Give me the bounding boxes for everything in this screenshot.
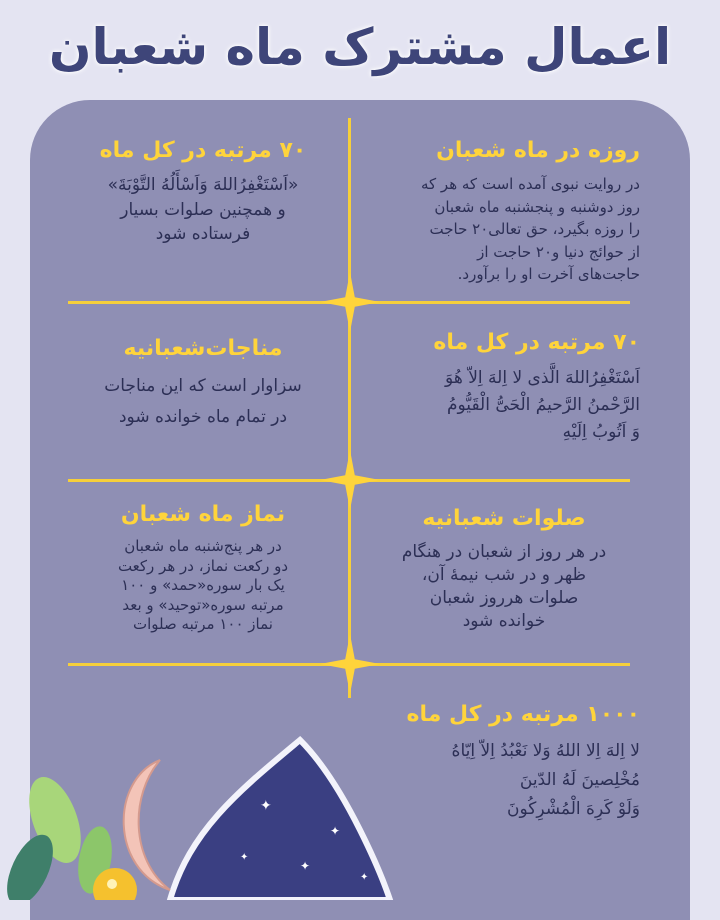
section-body: در هر پنج‌شنبه ماه شعبان دو رکعت نماز، در هر رکعت یک بار سوره«حمد» و ۱۰۰ مرتبه سوره«توحید» و بعد نماز ۱۰۰ مرتبه صلوات <box>117 537 289 633</box>
section-body: لا اِلهَ اِلا اللهُ وَلا نَعْبُدُ اِلاّ اِیّاهُ مُخْلِصینَ لَهُ الدّینَ وَلَوْ کَرِهَ الْمُشْرِکُونَ <box>451 741 640 819</box>
section-heading: مناجات‌شعبانیه <box>123 336 283 361</box>
section-heading: روزه در ماه شعبان <box>436 138 640 163</box>
dome-icon <box>170 740 390 900</box>
star-icon: ✦ <box>330 824 341 838</box>
salawat-section <box>368 506 640 633</box>
vertical-divider <box>348 118 351 698</box>
page-title: اعمال مشترک ماه شعبان <box>48 18 672 76</box>
section-heading: ۷۰ مرتبه در کل ماه <box>433 330 640 355</box>
section-body: در هر روز از شعبان در هنگام ظهر و در شب نیمهٔ آن، صلوات هرروز شعبان خوانده شود <box>401 542 607 631</box>
section-heading: ۱۰۰۰ مرتبه در کل ماه <box>406 702 640 727</box>
munajat-section <box>72 336 334 432</box>
section-heading: ۷۰ مرتبه در کل ماه <box>99 138 307 163</box>
star-icon: ✦ <box>260 798 272 814</box>
section-heading: نماز ماه شعبان <box>120 502 286 527</box>
fasting-section <box>368 138 640 286</box>
star-icon: ✦ <box>240 852 249 863</box>
section-body: اَسْتَغْفِرُاللهَ الَّذی لا اِلهَ اِلاّ هُوَ الرَّحْمنُ الرَّحیمُ الْحَیُّ الْقَیُّومُ وَ اَتُوبُ اِلَیْهِ <box>445 368 640 443</box>
section-body: «اَسْتَغْفِرُاللهَ وَاَسْأَلُهُ التَّوْبَةَ» و همچنین صلوات بسیار فرستاده شود <box>107 175 299 245</box>
star-icon: ✦ <box>300 859 311 873</box>
decorative-illustration <box>0 700 720 900</box>
section-body: در روایت نبوی آمده است که هر که روز دوشنبه و پنجشنبه ماه شعبان را روزه بگیرد، حق تعالی۲۰ حاجت از حوائج دنیا و۲۰ حاجت از حاجت‌های آخرت او را برآورد. <box>420 175 640 283</box>
section-body: سزاوار است که این مناجات در تمام ماه خوانده شود <box>104 376 302 427</box>
star-icon: ✦ <box>360 872 369 883</box>
istighfar-short-section <box>72 138 334 247</box>
namaz-section <box>72 502 334 635</box>
section-heading: صلوات شعبانیه <box>422 506 586 531</box>
istighfar-long-section <box>368 330 640 447</box>
crescent-moon-icon <box>124 760 170 890</box>
